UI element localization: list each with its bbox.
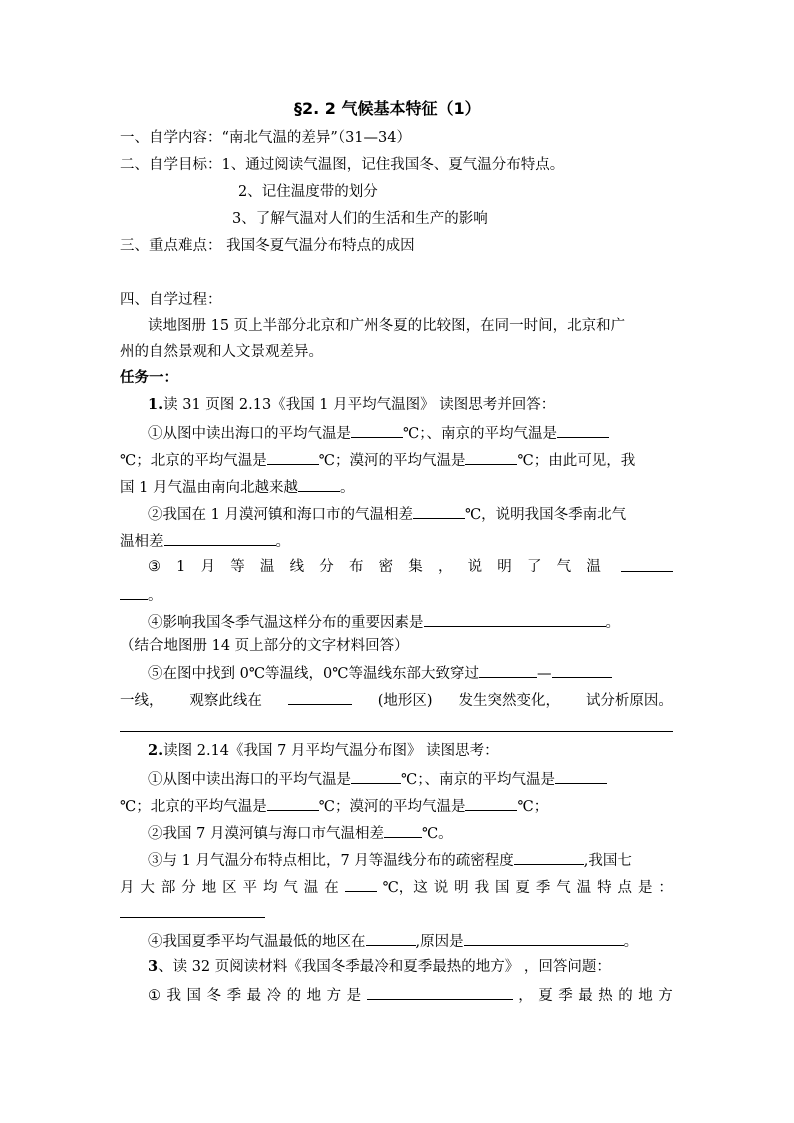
- answer-blank[interactable]: [351, 768, 401, 784]
- q-char: 明: [454, 880, 469, 896]
- q3-heading: [148, 957, 611, 977]
- q1-item-4: [148, 611, 620, 633]
- intro-line-1: 读地图册 15 页上半部分北京和广州冬夏的比较图，在同一时间，北京和广: [148, 318, 626, 334]
- q-text: ℃；、南京的平均气温是: [403, 426, 557, 442]
- q2-item-3-line-2: [120, 876, 673, 898]
- answer-blank[interactable]: [424, 611, 606, 627]
- answer-blank[interactable]: [120, 584, 148, 600]
- q2-text: 读图 2.14《我国 7 月平均气温分布图》 读图思考：: [163, 743, 499, 759]
- self-study-goal-1: 二、自学目标：1、通过阅读气温图，记住我国冬、夏气温分布特点。: [120, 157, 565, 173]
- self-study-content: 一、自学内容：“南北气温的差异”（31—34）: [120, 130, 411, 146]
- q-char: 冷: [266, 988, 282, 1004]
- answer-blank[interactable]: [621, 571, 673, 572]
- q-char: 最: [578, 988, 593, 1004]
- q-text: ℃；漠河的平均气温是: [318, 799, 466, 815]
- q-char: 温: [303, 880, 319, 896]
- q-char: 气: [283, 880, 298, 896]
- q-char: 大: [140, 880, 155, 896]
- q-char: 均: [262, 880, 278, 896]
- answer-blank[interactable]: [465, 795, 517, 811]
- q-text: 。: [148, 588, 163, 604]
- q-text: 一线，: [120, 693, 164, 709]
- q-char: 地: [638, 988, 653, 1004]
- q2-number: 2.: [148, 742, 164, 759]
- q-char: 布: [348, 559, 364, 575]
- q-text: ⑤在图中找到 0℃等温线，0℃等温线东部大致穿过: [148, 666, 479, 682]
- q2-item-2: [148, 822, 453, 844]
- q-char: 国: [494, 880, 510, 896]
- q2-item-3-line-1: [148, 849, 632, 871]
- q-char: 的: [618, 988, 633, 1004]
- q-char: 我: [166, 988, 182, 1004]
- q-char: 平: [242, 880, 258, 896]
- q-char: 密: [378, 559, 394, 575]
- q-char: 月: [200, 559, 216, 575]
- q-text: (地形区): [377, 693, 433, 709]
- q-text: ④影响我国冬季气温这样分布的重要因素是: [148, 615, 424, 631]
- q-text: ②我国在 1 月漠河镇和海口市的气温相差: [148, 507, 413, 523]
- q-char: 分: [319, 559, 334, 575]
- answer-blank[interactable]: [465, 449, 517, 465]
- q1-item-2-line-2: [120, 530, 290, 552]
- q-text: ℃；漠河的平均气温是: [318, 453, 466, 469]
- q-char: 气: [556, 880, 571, 896]
- q2-item-4: [148, 930, 638, 952]
- self-study-goal-3: 3、了解气温对人们的生活和生产的影响: [232, 211, 488, 227]
- q-text: ②我国 7 月漠河镇与海口市气温相差: [148, 826, 384, 842]
- answer-blank[interactable]: [298, 476, 340, 492]
- q-char: 特: [597, 880, 612, 896]
- q-text: ℃；北京的平均气温是: [120, 799, 267, 815]
- answer-blank[interactable]: [267, 795, 319, 811]
- answer-blank[interactable]: [345, 876, 377, 892]
- answer-line[interactable]: [120, 917, 265, 918]
- q-text: 。: [605, 615, 620, 631]
- q-char: 方: [658, 988, 673, 1004]
- q-char: 分: [181, 880, 196, 896]
- q-text: 温相差: [120, 534, 164, 550]
- q-text: ,原因是: [415, 934, 464, 950]
- q1-heading: [148, 395, 555, 415]
- intro-line-2: 州的自然景观和人文景观差异。: [120, 344, 323, 360]
- q-char: 热: [598, 988, 613, 1004]
- q-char: 说: [467, 559, 483, 575]
- q-char: 部: [160, 880, 176, 896]
- q-text: 。: [275, 534, 290, 550]
- q-char: 点: [617, 880, 633, 896]
- q1-item-2-line-1: [148, 503, 626, 525]
- q-char: ①: [148, 988, 161, 1004]
- q2-item-1-line-2: [120, 795, 548, 817]
- q-text: ℃；、南京的平均气温是: [401, 772, 555, 788]
- q-char: 是: [346, 988, 362, 1004]
- q-text: 国 1 月气温由南向北越来越: [120, 480, 298, 496]
- page-title: §2. 2 气候基本特征（1）: [294, 99, 481, 118]
- q2-heading: [148, 741, 499, 761]
- q-text: —: [537, 666, 552, 682]
- answer-blank[interactable]: [351, 422, 403, 438]
- answer-blank[interactable]: [267, 449, 319, 465]
- q-char: ：: [658, 880, 673, 896]
- q-text: 。: [623, 934, 639, 950]
- q-text: 试分析原因。: [585, 693, 673, 709]
- q-char: 季: [535, 880, 551, 896]
- q-char: 夏: [538, 988, 553, 1004]
- q-char: ℃，这: [382, 880, 428, 896]
- q2-item-1-line-1: [148, 768, 607, 790]
- q-text: 观察此线在: [189, 693, 262, 709]
- q-text: ℃；: [517, 799, 549, 815]
- q-char: 方: [326, 988, 342, 1004]
- task-one-heading: 任务一：: [120, 369, 178, 386]
- q-char: 了: [526, 559, 542, 575]
- q-text: ③与 1 月气温分布特点相比，7 月等温线分布的疏密程度: [148, 853, 514, 869]
- answer-blank[interactable]: [288, 689, 352, 705]
- q1-number: 1.: [148, 396, 164, 413]
- q1-item-5-line-1: [148, 662, 612, 684]
- q-char: 集: [408, 559, 423, 575]
- q1-item-1-line-2: [120, 449, 635, 471]
- answer-blank[interactable]: [384, 822, 422, 838]
- q-char: 说: [433, 880, 449, 896]
- q-text: ℃。: [421, 826, 453, 842]
- self-study-goal-2: 2、记住温度带的划分: [238, 184, 378, 200]
- answer-blank[interactable]: [552, 662, 612, 678]
- q-char: ，: [437, 559, 453, 575]
- q-char: 夏: [515, 880, 530, 896]
- q3-text: 、读 32 页阅读材料《我国冬季最冷和夏季最热的地方》 ，回答问题：: [158, 959, 611, 975]
- q-char: 温: [586, 559, 601, 575]
- answer-blank[interactable]: [164, 530, 276, 546]
- q-char: 温: [576, 880, 592, 896]
- q-char: 线: [289, 559, 305, 575]
- q-text: ①从图中读出海口的平均气温是: [148, 772, 351, 788]
- q-char: ③: [148, 559, 161, 575]
- q3-item-1: [148, 984, 673, 1006]
- key-difficulty: 三、重点难点： 我国冬夏气温分布特点的成因: [120, 238, 415, 254]
- q-char: 1: [176, 559, 186, 575]
- q-char: 气: [556, 559, 572, 575]
- q-char: 冬: [206, 988, 222, 1004]
- q-char: 温: [259, 559, 275, 575]
- q-char: 地: [201, 880, 217, 896]
- answer-blank[interactable]: [413, 503, 465, 519]
- q-char: 区: [222, 880, 237, 896]
- answer-blank[interactable]: [479, 662, 537, 678]
- q-char: 季: [558, 988, 573, 1004]
- answer-blank[interactable]: [555, 768, 607, 784]
- q-char: ，: [518, 988, 533, 1004]
- q1-item-1-line-3: [120, 476, 354, 498]
- q-char: 地: [306, 988, 322, 1004]
- q-text: 。: [339, 480, 355, 496]
- q-text: 发生突然变化，: [458, 693, 561, 709]
- answer-blank[interactable]: [367, 984, 513, 1000]
- q1-item-5-line-2: [120, 689, 673, 711]
- q1-item-3-line-2: [120, 584, 163, 606]
- answer-blank[interactable]: [557, 422, 609, 438]
- q1-item-1-line-1: [148, 422, 609, 444]
- q-char: 季: [226, 988, 242, 1004]
- answer-blank[interactable]: [464, 930, 624, 946]
- q-char: 最: [246, 988, 262, 1004]
- answer-blank[interactable]: [366, 930, 416, 946]
- q-char: 等: [230, 559, 245, 575]
- answer-blank[interactable]: [514, 849, 584, 865]
- self-study-process-heading: 四、自学过程：: [120, 292, 222, 308]
- q-char: 国: [186, 988, 202, 1004]
- q3-number: 3: [148, 958, 159, 975]
- q-char: 的: [286, 988, 302, 1004]
- q-text: ℃；由此可见，我: [517, 453, 636, 469]
- q-text: ,我国七: [583, 853, 632, 869]
- q1-item-4-note: （结合地图册 14 页上部分的文字材料回答）: [120, 638, 409, 654]
- q-char: 在: [324, 880, 339, 896]
- answer-line[interactable]: [120, 731, 673, 732]
- q-char: 明: [497, 559, 512, 575]
- q-text: ℃；北京的平均气温是: [120, 453, 267, 469]
- q-text: ④我国夏季平均气温最低的地区在: [148, 934, 366, 950]
- q-char: 我: [474, 880, 490, 896]
- q1-item-3-line-1: [148, 557, 601, 577]
- q-char: 月: [120, 880, 135, 896]
- q-char: 是: [637, 880, 653, 896]
- q-text: ①从图中读出海口的平均气温是: [148, 426, 351, 442]
- q1-text: 读 31 页图 2.13《我国 1 月平均气温图》 读图思考并回答：: [163, 397, 556, 413]
- q-text: ℃，说明我国冬季南北气: [464, 507, 627, 523]
